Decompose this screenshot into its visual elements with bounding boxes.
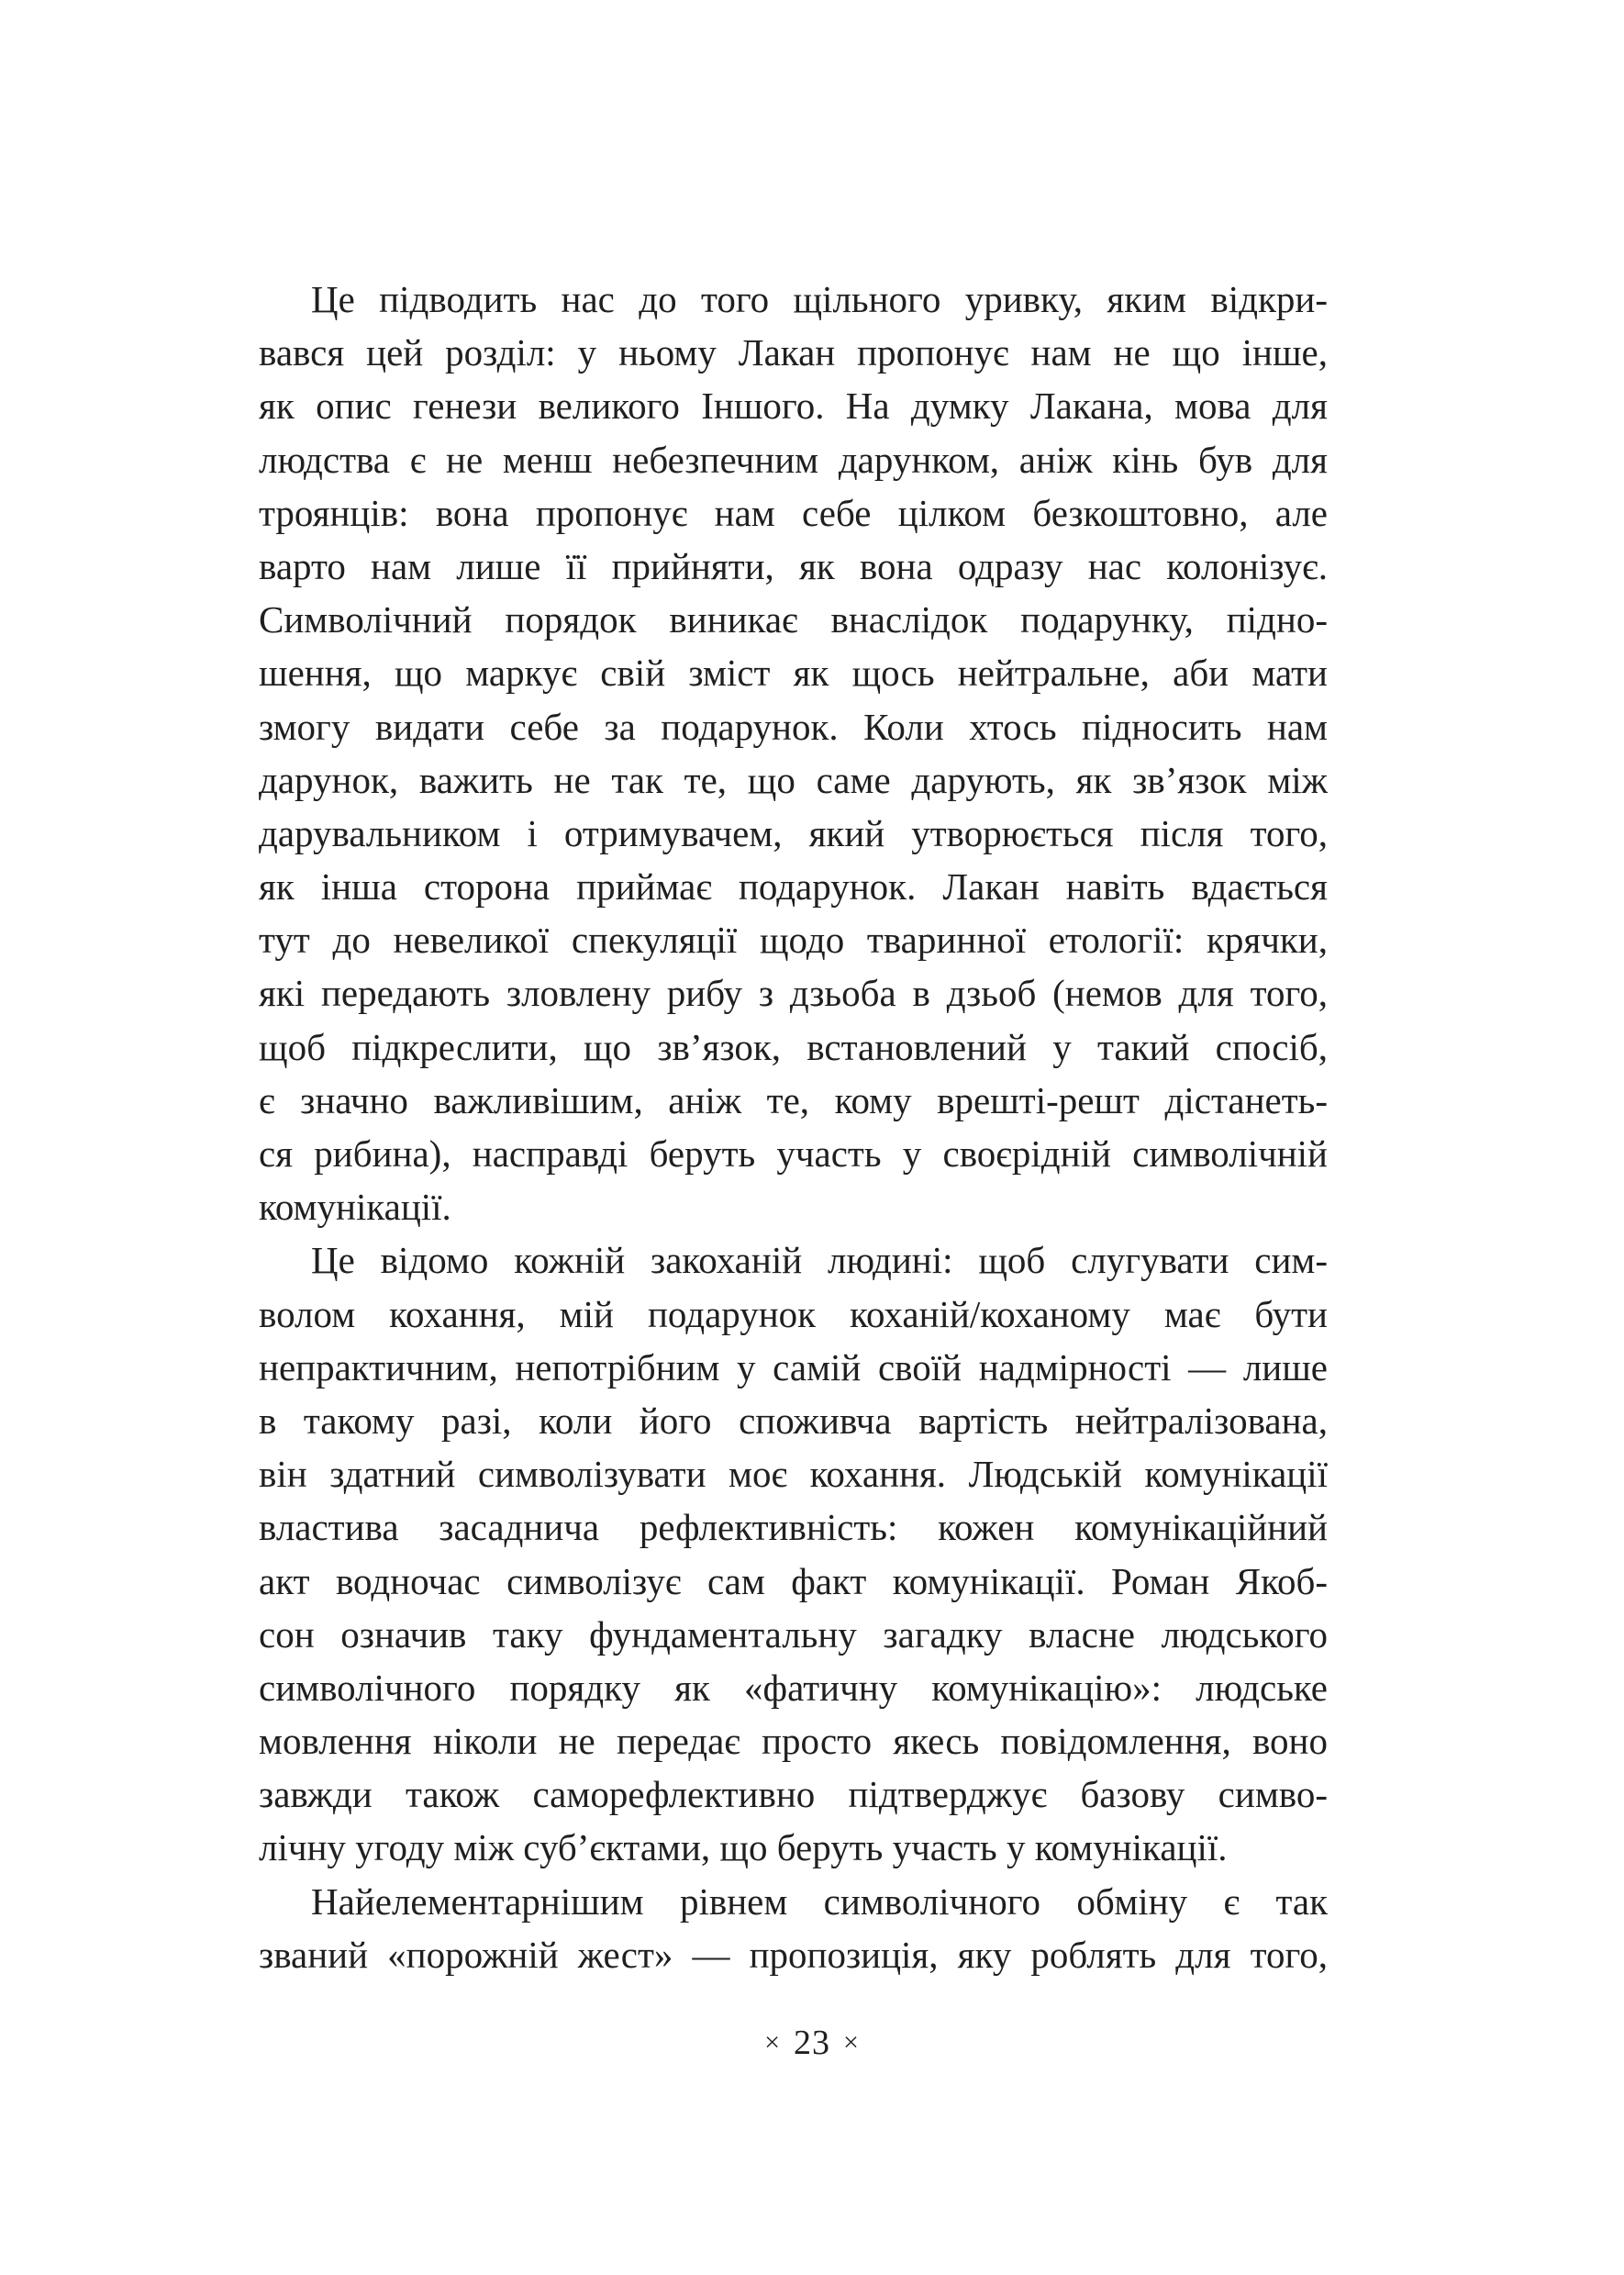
text-line: Символічний порядок виникає внаслідок подарунку, підно- xyxy=(259,598,1328,641)
text-line: комунікації. xyxy=(259,1186,451,1229)
text-line: мовлення ніколи не передає просто якесь повідомлення, воно xyxy=(259,1720,1328,1763)
text-line: шення, що маркує свій зміст як щось нейтральне, аби мати xyxy=(259,652,1328,695)
text-line: лічну угоду між суб’єктами, що беруть участь у комунікації. xyxy=(259,1826,1228,1869)
paragraph-2 xyxy=(259,1233,1328,1874)
text-line: які передають зловлену рибу з дзьоба в дзьоб (немов для того, xyxy=(259,972,1328,1015)
page-number-value: 23 xyxy=(794,2024,830,2062)
text-line: тут до невеликої спекуляції щодо тваринної етології: крячки, xyxy=(259,919,1328,962)
ornament-right-icon: × xyxy=(843,2027,860,2058)
text-line: дарунок, важить не так те, що саме дарують, як зв’язок між xyxy=(259,758,1328,801)
ornament-left-icon: × xyxy=(764,2027,781,2058)
paragraph-3 xyxy=(259,1875,1328,1981)
text-line: дарувальником і отримувачем, який утворюється після того, xyxy=(259,811,1328,854)
text-line: символічного порядку як «фатичну комунікацію»: людське xyxy=(259,1666,1328,1709)
page-number xyxy=(0,2023,1624,2063)
text-line: званий «порожній жест» — пропозиція, яку роблять для того, xyxy=(259,1933,1328,1976)
text-line: непрактичним, непотрібним у самій своїй надмірності — лише xyxy=(259,1345,1328,1388)
text-line: варто нам лише її прийняти, як вона одразу нас колонізує. xyxy=(259,544,1328,587)
text-line: волом кохання, мій подарунок коханій/коханому має бути xyxy=(259,1292,1328,1335)
text-line: є значно важливішим, аніж те, кому врешті-решт дістанеть- xyxy=(259,1078,1328,1121)
text-line: він здатний символізувати моє кохання. Людській комунікації xyxy=(259,1453,1328,1496)
text-line: в такому разі, коли його споживча вартість нейтралізована, xyxy=(259,1399,1328,1442)
text-line: вався цей розділ: у ньому Лакан пропонує нам не що інше, xyxy=(259,331,1328,374)
paragraph-1 xyxy=(259,273,1328,1233)
text-line: властива засаднича рефлективність: кожен комунікаційний xyxy=(259,1506,1328,1549)
text-line: Це відомо кожній закоханій людині: щоб слугувати сим- xyxy=(311,1239,1328,1282)
text-line: Найелементарнішим рівнем символічного обміну є так xyxy=(311,1879,1328,1923)
text-line: Це підводить нас до того щільного уривку, яким відкри- xyxy=(311,278,1328,320)
text-line: акт водночас символізує сам факт комунікації. Роман Якоб- xyxy=(259,1559,1328,1602)
text-line: завжди також саморефлективно підтверджує базову симво- xyxy=(259,1773,1328,1816)
text-line: ся рибина), насправді беруть участь у своєрідній символічній xyxy=(259,1132,1328,1175)
body-text xyxy=(259,273,1328,1981)
text-line: змогу видати себе за подарунок. Коли хтось підносить нам xyxy=(259,705,1328,748)
text-line: троянців: вона пропонує нам себе цілком безкоштовно, але xyxy=(259,491,1328,534)
text-line: людства є не менш небезпечним дарунком, аніж кінь був для xyxy=(259,438,1328,481)
text-line: як інша сторона приймає подарунок. Лакан навіть вдається xyxy=(259,865,1328,909)
text-line: сон означив таку фундаментальну загадку власне людського xyxy=(259,1612,1328,1656)
text-line: щоб підкреслити, що зв’язок, встановлений у такий спосіб, xyxy=(259,1025,1328,1068)
text-line: як опис генези великого Іншого. На думку Лакана, мова для xyxy=(259,385,1328,428)
